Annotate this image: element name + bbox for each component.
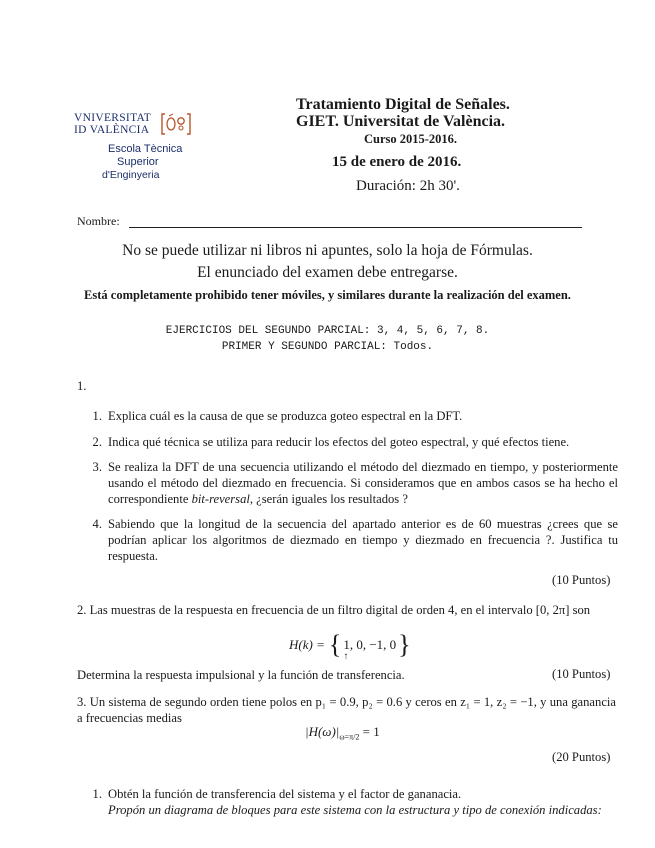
q2-formula <box>289 628 411 662</box>
q1-points: (10 Puntos) <box>552 573 611 587</box>
question-1-number: 1. <box>77 379 87 393</box>
university-logo <box>74 112 204 192</box>
exam-course: Curso 2015-2016. <box>364 132 458 146</box>
notice-hand-in: El enunciado del examen debe entregarse. <box>197 264 458 281</box>
question-2-text: 2. Las muestras de la respuesta en frecuencia de un filtro digital de orden 4, en el intervalo [0, 2π] son <box>77 603 591 617</box>
q2-task: Determina la respuesta impulsional y la función de transferencia. <box>77 668 405 682</box>
q2-formula-values: 1, 0, −1, 0 <box>343 637 397 652</box>
q3-formula-rhs: = 1 <box>362 724 380 739</box>
university-name <box>74 112 151 136</box>
q2-formula-lhs: H(k) = <box>289 637 325 652</box>
school-name-line3: d'Enginyeria <box>102 169 160 181</box>
q1-item-4-number: 4. <box>92 517 102 531</box>
q3-item-1-note-text: Propón un diagrama de bloques para este sistema con la estructura y tipo de conexión indicadas: <box>108 803 602 817</box>
q1-item-3-number: 3. <box>92 460 102 474</box>
question-3-text: 3. Un sistema de segundo orden tiene polos en p₁ = 0.9, p₂ = 0.6 y ceros en z₁ = 1, z₂ = −1, y una ganancia a frecuencias medias <box>77 695 616 725</box>
q3-item-1-number: 1. <box>92 787 102 801</box>
q1-item-3-bit-reversal: bit-reversal <box>191 492 250 506</box>
name-label: Nombre: <box>77 214 120 228</box>
school-name-line1: Escola Tècnica <box>108 143 183 155</box>
q1-item-3-text-b: , ¿serán iguales los resultados ? <box>249 492 408 506</box>
university-name-line2: ID VALÈNCIA <box>74 124 150 136</box>
q3-formula-sub: ω=π/2 <box>339 732 360 742</box>
q1-item-3-text <box>108 459 618 507</box>
notice-no-books: No se puede utilizar ni libros ni apuntes, solo la hoja de Fórmulas. <box>122 242 533 259</box>
exam-date: 15 de enero de 2016. <box>332 154 462 170</box>
exercises-both-partials: PRIMER Y SEGUNDO PARCIAL: Todos. <box>221 341 434 353</box>
q3-item-1-text: Obtén la función de transferencia del sistema y el factor de gananacia. <box>108 787 462 801</box>
university-name-line1: VNIVERSITAT <box>74 112 152 124</box>
q2-points: (10 Puntos) <box>552 667 611 681</box>
origin-arrow-icon: ↑ <box>343 651 349 662</box>
name-field-line <box>129 227 582 228</box>
q3-formula <box>305 724 380 742</box>
university-seal-icon <box>160 112 192 136</box>
school-name <box>102 143 183 182</box>
school-name-line2: Superior <box>117 156 159 168</box>
q2-formula-set <box>341 637 398 662</box>
q3-item-1-note <box>108 802 618 818</box>
exam-title: Tratamiento Digital de Señales. <box>296 96 510 113</box>
exam-degree: GIET. Universitat de València. <box>296 113 506 130</box>
q3-points: (20 Puntos) <box>552 750 611 764</box>
q1-item-3-text-a: Se realiza la DFT de una secuencia utilizando el método del diezmado en tiempo, y posteriormente usando el método del diezmado en frecuencia. Si consideramos que en ambos casos se ha hecho el correspondiente <box>108 460 618 506</box>
exam-duration: Duración: 2h 30'. <box>356 178 460 194</box>
q1-item-4-text: Sabiendo que la longitud de la secuencia del apartado anterior es de 60 muestras ¿crees que se podrían aplicar los algoritmos de diezmado en tiempo y diezmado en frecuencia ?. Justifica tu respuesta. <box>108 517 618 563</box>
q1-item-2-text: Indica qué técnica se utiliza para reducir los efectos del goteo espectral, y qué efectos tiene. <box>108 435 570 449</box>
notice-no-phones: Está completamente prohibido tener móviles, y similares durante la realización del examen. <box>84 288 571 302</box>
q3-formula-lhs: |H(ω)| <box>305 724 340 739</box>
q1-item-1-number: 1. <box>92 409 102 423</box>
left-brace: { <box>328 630 342 659</box>
q1-item-2-number: 2. <box>92 435 102 449</box>
exercises-second-partial: EJERCICIOS DEL SEGUNDO PARCIAL: 3, 4, 5, 6, 7, 8. <box>165 325 490 337</box>
right-brace: } <box>398 630 411 659</box>
q1-item-1-text: Explica cuál es la causa de que se produzca goteo espectral en la DFT. <box>108 409 463 423</box>
